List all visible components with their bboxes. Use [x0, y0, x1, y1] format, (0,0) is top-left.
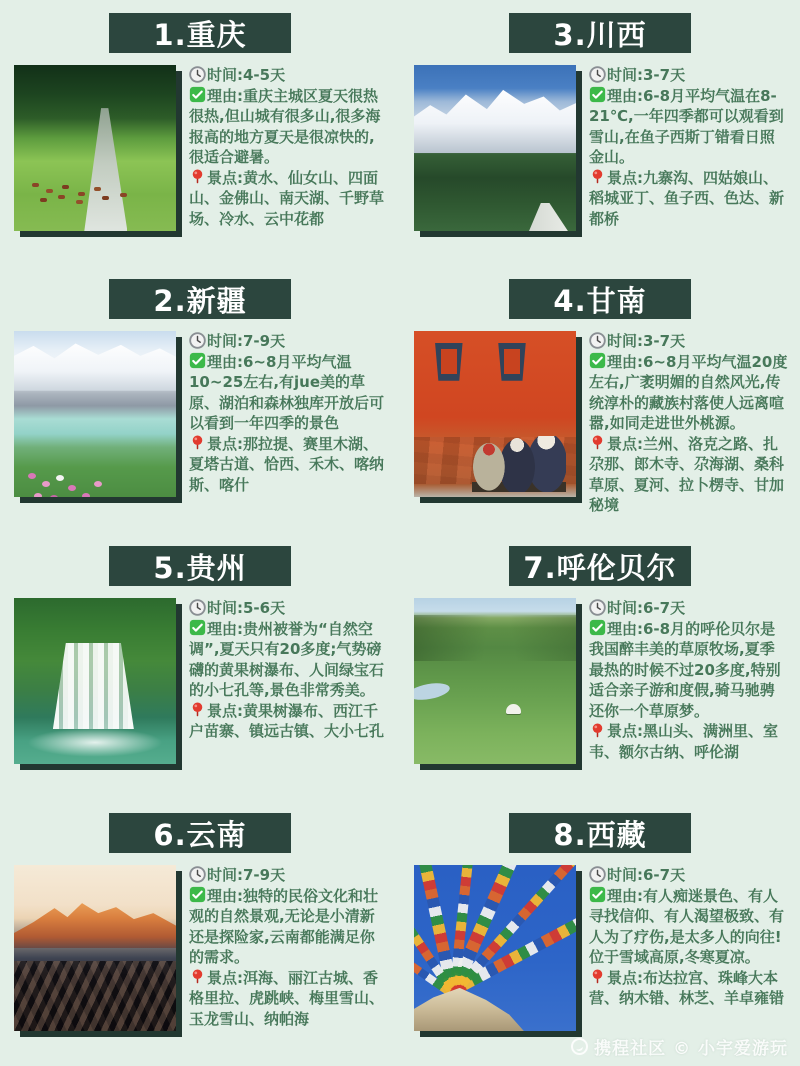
- time-label: 时间:: [207, 599, 243, 617]
- reason-label: 理由:: [207, 86, 243, 105]
- clock-icon: [589, 866, 606, 883]
- time-value: 6-7天: [643, 599, 686, 617]
- yurt-shape: [506, 704, 521, 714]
- reason-label: 理由:: [607, 886, 643, 905]
- time-value: 7-9天: [243, 866, 286, 884]
- reason-text: 重庆主城区夏天很热很热,但山城有很多山,很多海报高的地方夏天是很凉快的,很适合避暑。: [189, 86, 381, 167]
- section-info: [189, 865, 388, 1031]
- section-gannan: [400, 266, 800, 533]
- section-info: [189, 331, 388, 497]
- reason-line: [589, 352, 788, 434]
- spots-line: [189, 968, 388, 1030]
- section-chongqing: [0, 0, 400, 266]
- check-icon: [189, 886, 206, 903]
- time-line: [589, 598, 788, 619]
- time-value: 4-5天: [243, 66, 286, 84]
- cattle-dots: [32, 183, 39, 187]
- section-content: [400, 319, 800, 516]
- check-icon: [589, 886, 606, 903]
- clock-icon: [589, 599, 606, 616]
- reason-line: [589, 886, 788, 968]
- spots-label: 景点:: [207, 701, 243, 720]
- section-title-banner: [509, 279, 691, 319]
- time-label: 时间:: [207, 866, 243, 884]
- spots-label: 景点:: [207, 168, 243, 187]
- section-content: [0, 586, 400, 764]
- check-icon: [189, 352, 206, 369]
- section-title-banner: [109, 13, 291, 53]
- window-shape: [498, 343, 526, 381]
- reason-label: 理由:: [207, 619, 243, 638]
- time-value: 7-9天: [243, 332, 286, 350]
- section-content: [0, 853, 400, 1031]
- spots-text: 黄果树瀑布、西江千户苗寨、镇远古镇、大小七孔: [189, 701, 385, 741]
- spots-text: 黄水、仙女山、四面山、金佛山、南天湖、千野草场、冷水、云中花都: [189, 168, 385, 228]
- reason-text: 有人痴迷景色、有人寻找信仰、有人渴望极致、有人为了疗伤,是太多人的向往!位于雪域高原,冬寒夏凉。: [589, 886, 785, 967]
- time-label: 时间:: [607, 599, 643, 617]
- spots-label: 景点:: [207, 434, 243, 453]
- time-label: 时间:: [607, 866, 643, 884]
- pin-icon: [589, 168, 606, 185]
- pin-icon: [189, 434, 206, 451]
- section-title-banner: [509, 13, 691, 53]
- section-title: 3.川西: [553, 17, 647, 52]
- spots-label: 景点:: [607, 968, 643, 987]
- reason-line: [189, 86, 388, 168]
- section-title: 8.西藏: [553, 817, 647, 852]
- reason-text: 6-8月的呼伦贝尔是我国醉丰美的草原牧场,夏季最热的时候不过20多度,特别适合亲子游和度假,骑马驰骋还你一个草原梦。: [589, 619, 781, 720]
- section-info: [589, 865, 788, 1031]
- ctrip-logo-icon: [571, 1038, 588, 1055]
- section-chuanxi: [400, 0, 800, 266]
- spots-label: 景点:: [607, 168, 643, 187]
- reason-line: [589, 86, 788, 168]
- photo-xizang: [414, 865, 576, 1031]
- section-title: 2.新疆: [153, 283, 247, 318]
- time-line: [589, 865, 788, 886]
- spots-line: [189, 701, 388, 742]
- section-info: [189, 65, 388, 231]
- section-title-banner: [109, 813, 291, 853]
- clock-icon: [589, 66, 606, 83]
- check-icon: [589, 619, 606, 636]
- clock-icon: [189, 332, 206, 349]
- spots-line: [589, 968, 788, 1009]
- check-icon: [589, 86, 606, 103]
- reason-text: 6-8月平均气温在8-21℃,一年四季都可以观看到雪山,在鱼子西斯丁错看日照金山。: [589, 86, 784, 167]
- section-title: 7.呼伦贝尔: [523, 550, 677, 585]
- section-xinjiang: [0, 266, 400, 533]
- section-title-banner: [109, 546, 291, 586]
- section-yunnan: [0, 800, 400, 1066]
- reason-text: 贵州被誉为“自然空调”,夏天只有20多度;气势磅礴的黄果树瀑布、人间绿宝石的小七孔等,景色非常秀美。: [189, 619, 385, 700]
- section-hulunbuir: [400, 533, 800, 800]
- reason-text: 6~8月平均气温10~25左右,有jue美的草原、湖泊和森林独库开放后可以看到一年四季的景色: [189, 352, 385, 433]
- section-guizhou: [0, 533, 400, 800]
- watermark-text: 携程社区 © 小宇爱游玩: [594, 1039, 788, 1059]
- section-title: 6.云南: [153, 817, 247, 852]
- clock-icon: [589, 332, 606, 349]
- time-value: 6-7天: [643, 866, 686, 884]
- road-shape: [82, 108, 127, 231]
- reason-label: 理由:: [207, 886, 243, 905]
- time-label: 时间:: [607, 66, 643, 84]
- window-shape: [435, 343, 463, 381]
- reason-label: 理由:: [607, 619, 643, 638]
- photo-guizhou: [14, 598, 176, 764]
- spots-text: 布达拉宫、珠峰大本营、纳木错、林芝、羊卓雍错: [589, 968, 785, 1008]
- spots-text: 黑山头、满洲里、室韦、额尔古纳、呼伦湖: [589, 722, 779, 761]
- watermark: [571, 1034, 788, 1059]
- time-label: 时间:: [207, 66, 243, 84]
- spots-label: 景点:: [207, 968, 243, 987]
- spots-line: [189, 434, 388, 496]
- time-line: [589, 331, 788, 352]
- spots-text: 九寨沟、四姑娘山、稻城亚丁、鱼子西、色达、新都桥: [589, 168, 785, 228]
- time-line: [189, 331, 388, 352]
- section-title: 1.重庆: [153, 17, 247, 52]
- reason-label: 理由:: [607, 352, 643, 371]
- time-value: 5-6天: [243, 599, 286, 617]
- section-title: 4.甘南: [553, 283, 647, 318]
- clock-icon: [189, 66, 206, 83]
- spots-line: [589, 721, 788, 762]
- reason-text: 6~8月平均气温20度左右,广袤明媚的自然风光,传统淳朴的藏族村落使人远离喧嚣,如同走进世外桃源。: [589, 352, 788, 433]
- spots-label: 景点:: [607, 434, 643, 453]
- photo-hulunbuir: [414, 598, 576, 764]
- reason-label: 理由:: [207, 352, 243, 371]
- spots-line: [589, 168, 788, 230]
- time-value: 3-7天: [643, 66, 686, 84]
- section-info: [589, 65, 788, 231]
- section-content: [400, 586, 800, 764]
- time-line: [589, 65, 788, 86]
- reason-label: 理由:: [607, 86, 643, 105]
- section-title-banner: [509, 546, 691, 586]
- clock-icon: [189, 599, 206, 616]
- section-info: [589, 331, 788, 516]
- reason-line: [189, 619, 388, 701]
- time-line: [189, 865, 388, 886]
- check-icon: [589, 352, 606, 369]
- section-title-banner: [509, 813, 691, 853]
- pin-icon: [589, 722, 606, 739]
- pin-icon: [189, 701, 206, 718]
- check-icon: [189, 86, 206, 103]
- time-line: [189, 598, 388, 619]
- photo-chuanxi: [414, 65, 576, 231]
- photo-xinjiang: [14, 331, 176, 497]
- time-label: 时间:: [207, 332, 243, 350]
- pin-icon: [189, 168, 206, 185]
- section-info: [589, 598, 788, 764]
- section-content: [0, 319, 400, 497]
- check-icon: [189, 619, 206, 636]
- spots-text: 兰州、洛克之路、扎尕那、郎木寺、尕海湖、桑科草原、夏河、拉卜楞寺、甘加秘境: [589, 434, 785, 515]
- spots-line: [189, 168, 388, 230]
- clock-icon: [189, 866, 206, 883]
- spots-line: [589, 434, 788, 516]
- spots-text: 洱海、丽江古城、香格里拉、虎跳峡、梅里雪山、玉龙雪山、纳帕海: [189, 968, 385, 1028]
- spots-text: 那拉提、赛里木湖、夏塔古道、恰西、禾木、喀纳斯、喀什: [189, 434, 385, 494]
- photo-chongqing: [14, 65, 176, 231]
- section-title-banner: [109, 279, 291, 319]
- section-content: [400, 853, 800, 1031]
- time-line: [189, 65, 388, 86]
- people-silhouette: [472, 436, 566, 492]
- photo-gannan: [414, 331, 576, 497]
- section-xizang: [400, 800, 800, 1066]
- time-value: 3-7天: [643, 332, 686, 350]
- pin-icon: [189, 968, 206, 985]
- section-content: [400, 53, 800, 231]
- photo-yunnan: [14, 865, 176, 1031]
- reason-line: [189, 886, 388, 968]
- pin-icon: [589, 968, 606, 985]
- time-label: 时间:: [607, 332, 643, 350]
- section-content: [0, 53, 400, 231]
- reason-line: [189, 352, 388, 434]
- spots-label: 景点:: [607, 722, 643, 741]
- reason-text: 独特的民俗文化和壮观的自然景观,无论是小清新还是探险家,云南都能满足你的需求。: [189, 886, 379, 967]
- section-title: 5.贵州: [153, 550, 247, 585]
- pin-icon: [589, 434, 606, 451]
- section-info: [189, 598, 388, 764]
- reason-line: [589, 619, 788, 722]
